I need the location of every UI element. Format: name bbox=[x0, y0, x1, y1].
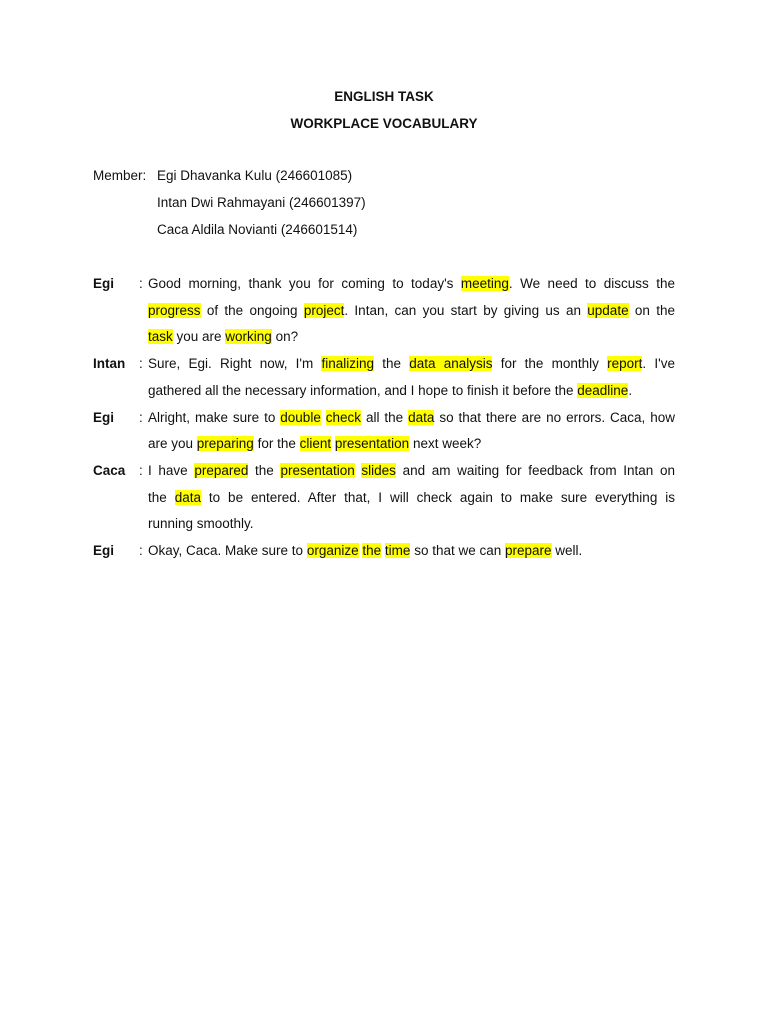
dialogue-text: Alright, make sure to bbox=[148, 409, 281, 425]
dialogue-text: Okay, Caca. Make sure to bbox=[148, 543, 307, 558]
dialogue-line bbox=[148, 515, 675, 533]
dialogue-line bbox=[148, 302, 675, 320]
dialogue-line bbox=[148, 409, 675, 427]
speaker-name: Caca bbox=[93, 462, 126, 478]
document-subtitle: WORKPLACE VOCABULARY bbox=[290, 116, 478, 131]
dialogue-text: the bbox=[248, 462, 281, 478]
highlighted-vocabulary: meeting bbox=[460, 276, 509, 291]
dialogue-text: I have bbox=[148, 462, 195, 478]
dialogue-text: the bbox=[148, 489, 175, 505]
highlighted-vocabulary: deadline bbox=[577, 382, 629, 398]
highlighted-vocabulary: update bbox=[587, 302, 629, 318]
speaker-name: Egi bbox=[93, 276, 115, 291]
dialogue-line bbox=[148, 462, 675, 480]
dialogue-text: Sure, Egi. Right now, I'm bbox=[148, 356, 322, 372]
highlighted-vocabulary: double bbox=[280, 409, 321, 425]
speaker-name: Intan bbox=[93, 356, 126, 372]
dialogue-text: for the bbox=[253, 436, 300, 452]
dialogue-text: all the bbox=[361, 409, 409, 425]
speaker-colon: : bbox=[139, 356, 143, 372]
dialogue-text: well. bbox=[551, 543, 583, 558]
speaker-colon: : bbox=[139, 462, 143, 478]
highlighted-vocabulary: report bbox=[607, 356, 643, 372]
dialogue-text: so that there are no errors. Caca, how bbox=[434, 409, 675, 425]
highlighted-vocabulary: data analysis bbox=[409, 356, 493, 372]
highlighted-vocabulary: presentation bbox=[334, 436, 410, 452]
dialogue-text: next week? bbox=[409, 436, 482, 452]
highlighted-vocabulary: organize bbox=[306, 543, 359, 558]
member-name: Caca Aldila Novianti (246601514) bbox=[157, 222, 358, 237]
highlighted-vocabulary: presentation bbox=[280, 462, 355, 478]
highlighted-vocabulary: progress bbox=[148, 302, 201, 318]
member-name: Egi Dhavanka Kulu (246601085) bbox=[157, 168, 353, 183]
speaker-colon: : bbox=[139, 409, 143, 425]
dialogue-text: to be entered. After that, I will check again to make sure everything is bbox=[200, 489, 675, 505]
dialogue-text: running smoothly. bbox=[148, 516, 254, 532]
dialogue-text: of the ongoing bbox=[200, 302, 304, 318]
dialogue-line bbox=[148, 382, 675, 400]
speaker-colon: : bbox=[139, 276, 143, 291]
highlighted-vocabulary: task bbox=[148, 329, 173, 345]
highlighted-vocabulary: prepare bbox=[505, 543, 552, 558]
dialogue-text: . I've bbox=[642, 356, 675, 372]
dialogue-text: are you bbox=[148, 436, 197, 452]
highlighted-vocabulary: slides bbox=[361, 462, 396, 478]
dialogue-text: on? bbox=[271, 329, 299, 345]
highlighted-vocabulary: client bbox=[299, 436, 332, 452]
highlighted-vocabulary: the bbox=[362, 543, 382, 558]
member-label: Member: bbox=[93, 168, 147, 183]
dialogue-line bbox=[148, 275, 675, 293]
dialogue-text: Good morning, thank you for coming to today's bbox=[148, 276, 461, 291]
dialogue-line bbox=[148, 489, 675, 507]
member-name: Intan Dwi Rahmayani (246601397) bbox=[157, 195, 366, 210]
speaker-colon: : bbox=[139, 543, 143, 558]
dialogue-text: you are bbox=[172, 329, 226, 345]
dialogue-text: . Intan, can you start by giving us an bbox=[344, 302, 588, 318]
dialogue-text: and am waiting for feedback from Intan on bbox=[395, 462, 675, 478]
dialogue-text: gathered all the necessary information, and I hope to finish it before the bbox=[148, 382, 578, 398]
dialogue-text: on the bbox=[628, 302, 675, 318]
highlighted-vocabulary: time bbox=[384, 543, 411, 558]
speaker-name: Egi bbox=[93, 543, 115, 558]
dialogue-text: . bbox=[628, 382, 633, 398]
dialogue-line bbox=[148, 328, 675, 346]
dialogue-line bbox=[148, 435, 675, 453]
dialogue-text: the bbox=[374, 356, 410, 372]
highlighted-vocabulary: check bbox=[325, 409, 362, 425]
highlighted-vocabulary: prepared bbox=[194, 462, 249, 478]
highlighted-vocabulary: data bbox=[408, 409, 435, 425]
highlighted-vocabulary: data bbox=[174, 489, 201, 505]
dialogue-text: for the monthly bbox=[492, 356, 608, 372]
highlighted-vocabulary: working bbox=[225, 329, 272, 345]
highlighted-vocabulary: preparing bbox=[196, 436, 254, 452]
highlighted-vocabulary: project bbox=[303, 302, 345, 318]
dialogue-text: . We need to discuss the bbox=[508, 276, 675, 291]
speaker-name: Egi bbox=[93, 409, 115, 425]
document-title: ENGLISH TASK bbox=[334, 89, 434, 104]
dialogue-line bbox=[148, 355, 675, 373]
dialogue-line bbox=[148, 542, 675, 560]
dialogue-text: so that we can bbox=[410, 543, 505, 558]
highlighted-vocabulary: finalizing bbox=[321, 356, 375, 372]
